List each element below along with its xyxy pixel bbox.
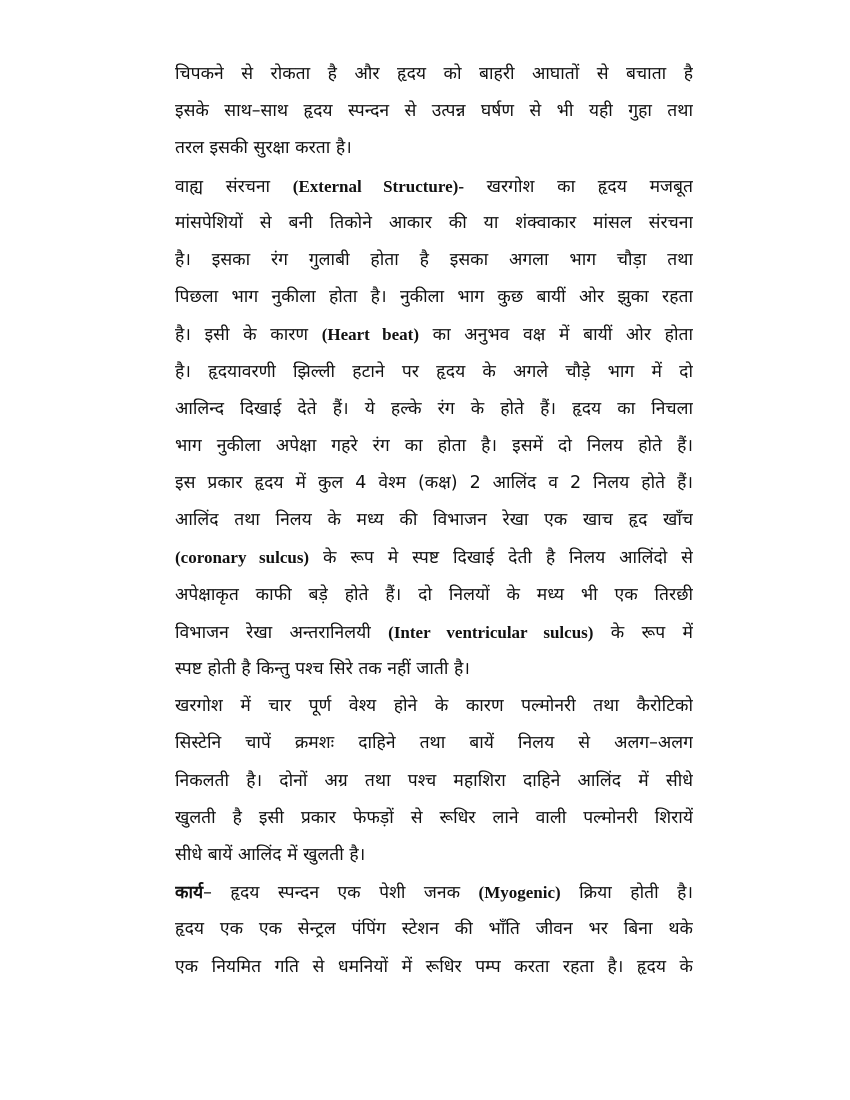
text-segment: निकलती है। दोनों अग्र तथा पश्च महाशिरा दाहिने आलिंद में सीधे (175, 770, 693, 791)
text-segment: चिपकने से रोकता है और हृदय को बाहरी आघातों से बचाता है (175, 64, 693, 84)
text-segment: पिछला भाग नुकीला होता है। नुकीला भाग कुछ बायीं ओर झुका रहता (175, 287, 693, 308)
text-line (175, 428, 693, 465)
text-line (175, 93, 693, 130)
text-segment: है। इसी के कारण (175, 325, 322, 346)
text-line (175, 614, 693, 651)
text-line (175, 205, 693, 242)
text-line (175, 465, 693, 502)
text-segment: सीधे बायें आलिंद में खुलती है। (175, 844, 366, 865)
text-line (175, 279, 693, 316)
text-line (175, 874, 693, 911)
text-line (175, 800, 693, 837)
text-segment: एक नियमित गति से धमनियों में रूधिर पम्प करता रहता है। हृदय के (175, 956, 693, 977)
body-text (175, 56, 693, 986)
text-segment: खरगोश का हृदय मजबूत (463, 176, 693, 197)
text-line (175, 688, 693, 725)
text-segment: वाह्य संरचना (175, 176, 293, 197)
text-line (175, 316, 693, 353)
text-segment: के रूप मे स्पष्ट दिखाई देती है निलय आलिंदो से (309, 548, 693, 569)
text-segment: विभाजन रेखा अन्तरानिलयी (175, 622, 389, 643)
text-line (175, 577, 693, 614)
text-segment: आलिन्द दिखाई देते हैं। ये हल्के रंग के होते हैं। हृदय का निचला (175, 398, 693, 419)
text-line (175, 56, 693, 93)
text-line (175, 130, 693, 167)
text-line (175, 168, 693, 205)
text-segment: क्रिया होती है। (560, 883, 693, 904)
text-segment: आलिंद तथा निलय के मध्य की विभाजन रेखा एक खाच हृद खाँच (175, 510, 693, 531)
text-segment: इस प्रकार हृदय में कुल 4 वेश्म (कक्ष) 2 आलिंद व 2 निलय होते हैं। (175, 473, 693, 494)
text-segment: इसके साथ–साथ हृदय स्पन्दन से उत्पन्न घर्षण से भी यही गुहा तथा (175, 101, 693, 122)
text-segment: खरगोश में चार पूर्ण वेश्य होने के कारण पल्मोनरी तथा कैरोटिको (175, 696, 693, 717)
text-line (175, 539, 693, 576)
text-line (175, 391, 693, 428)
english-term: (coronary sulcus) (175, 548, 310, 568)
text-segment: अपेक्षाकृत काफी बड़े होते हैं। दो निलयों के मध्य भी एक तिरछी (175, 584, 693, 605)
text-line (175, 354, 693, 391)
english-term: (External Structure)- (292, 176, 464, 196)
text-segment: – हृदय स्पन्दन एक पेशी जनक (203, 883, 479, 904)
text-line (175, 911, 693, 948)
text-line (175, 837, 693, 874)
text-segment: सिस्टेनि चापें क्रमशः दाहिने तथा बायें निलय से अलग–अलग (175, 733, 693, 754)
text-segment: तरल इसकी सुरक्षा करता है। (175, 138, 352, 159)
text-segment: हृदय एक एक सेन्ट्रल पंपिंग स्टेशन की भाँति जीवन भर बिना थके (175, 919, 693, 940)
text-segment: है। हृदयावरणी झिल्ली हटाने पर हृदय के अगले चौड़े भाग में दो (175, 361, 693, 382)
text-line (175, 725, 693, 762)
bold-heading: कार्य (175, 883, 204, 904)
text-segment: के रूप में (593, 622, 693, 643)
text-line (175, 651, 693, 688)
english-term: (Myogenic) (478, 883, 561, 903)
text-line (175, 949, 693, 986)
text-line (175, 502, 693, 539)
text-segment: मांसपेशियों से बनी तिकोने आकार की या शंक्वाकार मांसल संरचना (175, 212, 693, 233)
text-segment: खुलती है इसी प्रकार फेफड़ों से रूधिर लाने वाली पल्मोनरी शिरायें (175, 807, 693, 828)
text-line (175, 763, 693, 800)
english-term: (Heart beat) (321, 325, 419, 345)
text-segment: स्पष्ट होती है किन्तु पश्च सिरे तक नहीं जाती है। (175, 659, 470, 679)
text-segment: का अनुभव वक्ष में बायीं ओर होता (419, 325, 693, 346)
text-line (175, 242, 693, 279)
text-segment: है। इसका रंग गुलाबी होता है इसका अगला भाग चौड़ा तथा (175, 249, 693, 270)
text-segment: भाग नुकीला अपेक्षा गहरे रंग का होता है। इसमें दो निलय होते हैं। (175, 435, 693, 456)
english-term: (Inter ventricular sulcus) (388, 622, 594, 642)
